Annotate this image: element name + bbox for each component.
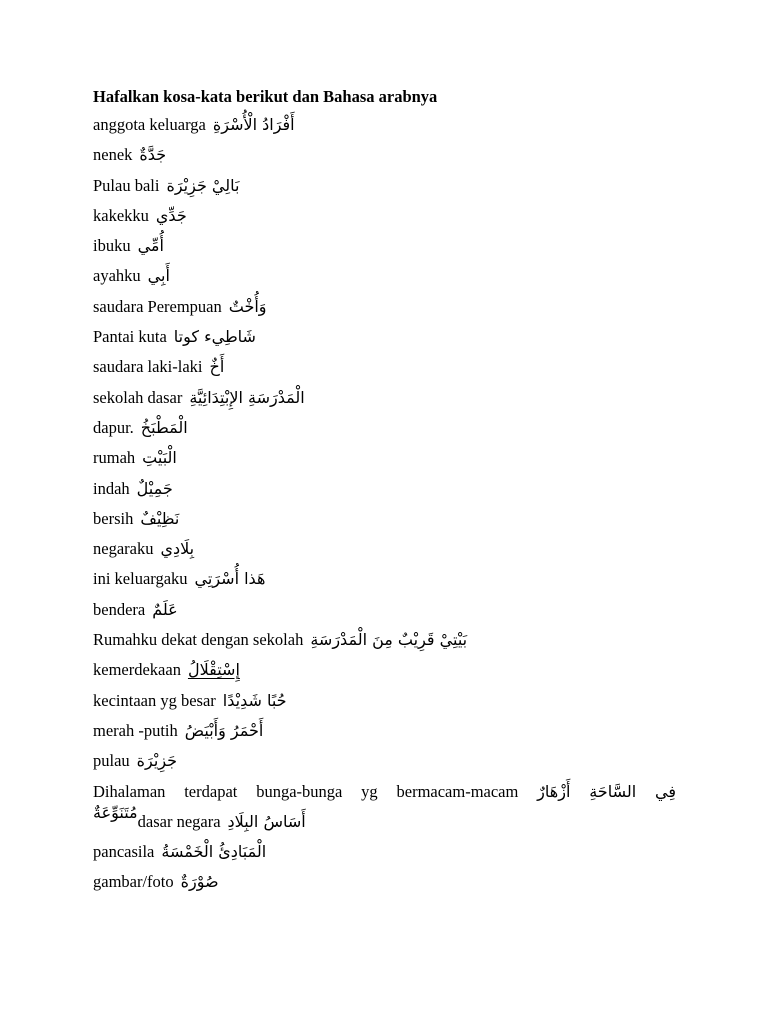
vocabulary-entry — [93, 746, 676, 776]
entry-term: pancasila — [93, 841, 155, 861]
entry-term: kemerdekaan — [93, 660, 181, 680]
entry-term: Pulau bali — [93, 175, 160, 195]
long-entry-arabic-word: فِي — [654, 781, 676, 801]
vocabulary-entry — [93, 110, 676, 140]
entry-term: merah -putih — [93, 720, 178, 740]
long-entry-line-1 — [93, 781, 676, 803]
vocabulary-entry — [93, 322, 676, 352]
entry-arabic: جَزِيْرَة — [136, 751, 178, 771]
entry-arabic: إِسْتِقْلَالُ — [187, 660, 240, 680]
vocabulary-entry — [93, 261, 676, 291]
entry-arabic: بِلَادِي — [160, 539, 195, 559]
vocabulary-entry — [93, 686, 676, 716]
long-entry-word: bermacam-macam — [396, 781, 519, 801]
vocabulary-entry — [93, 867, 676, 897]
entry-arabic: حُبًا شَدِيْدًا — [222, 690, 287, 710]
entry-arabic: هَذا أُسْرَتِي — [194, 569, 266, 589]
entry-arabic: الْمَبَادِئُ الْخَمْسَةُ — [161, 841, 267, 861]
document-page — [93, 86, 676, 897]
long-entry-arabic-word: أَزْهَارٌ — [537, 781, 571, 801]
page-title: Hafalkan kosa-kata berikut dan Bahasa arabnya — [93, 87, 438, 106]
vocabulary-list — [93, 110, 676, 777]
entry-arabic: أَحْمَرُ وَأَبْيَضُ — [184, 720, 264, 740]
entry-arabic: أَبِي — [147, 266, 170, 286]
entry-term: bersih — [93, 508, 134, 528]
vocabulary-entry — [93, 171, 676, 201]
entry-arabic: جَدَّةٌ — [139, 145, 167, 165]
entry-term: pulau — [93, 751, 130, 771]
entry-term: saudara laki-laki — [93, 357, 203, 377]
entry-term: dapur. — [93, 417, 134, 437]
entry-term: nenek — [93, 145, 133, 165]
entry-term: kakekku — [93, 205, 149, 225]
entry-term: anggota keluarga — [93, 115, 206, 134]
entry-term: Rumahku dekat dengan sekolah — [93, 630, 304, 650]
vocabulary-entry — [93, 837, 676, 867]
vocabulary-entry — [93, 716, 676, 746]
entry-term: kecintaan yg besar — [93, 690, 216, 710]
entry-term: ayahku — [93, 266, 141, 286]
entry-arabic: الْمَطْبَخُ — [140, 417, 188, 437]
long-entry-word: Dihalaman — [93, 781, 166, 801]
entry-term: ibuku — [93, 236, 131, 256]
vocabulary-entry — [93, 443, 676, 473]
long-entry-word: bunga-bunga — [256, 781, 343, 801]
vocabulary-entry — [93, 413, 676, 443]
entry-arabic: أَخٌ — [209, 357, 225, 377]
entry-arabic: بَيْتِيْ قَرِيْبٌ مِنَ الْمَدْرَسَةِ — [310, 630, 468, 650]
entry-arabic: وَأُخْتٌ — [228, 296, 267, 316]
vocabulary-entry — [93, 595, 676, 625]
vocabulary-list-continued — [93, 807, 676, 898]
vocabulary-entry — [93, 383, 676, 413]
long-entry-arabic-word: السَّاحَةِ — [589, 781, 637, 801]
vocabulary-entry — [93, 655, 676, 685]
entry-term: saudara Perempuan — [93, 296, 222, 316]
entry-arabic: أُمِّي — [137, 236, 164, 256]
entry-arabic: شَاطِيء كوتا — [173, 327, 256, 347]
entry-arabic: صُوْرَةٌ — [180, 872, 219, 892]
vocabulary-entry — [93, 231, 676, 261]
vocabulary-entry — [93, 474, 676, 504]
entry-term: bendera — [93, 599, 146, 619]
entry-arabic: أَسَاسُ البِلَادِ — [227, 811, 306, 831]
long-entry-word: terdapat — [184, 781, 238, 801]
entry-term: gambar/foto — [93, 872, 174, 892]
entry-term: sekolah dasar — [93, 387, 183, 407]
entry-term: indah — [93, 478, 130, 498]
vocabulary-entry — [93, 625, 676, 655]
entry-term: ini keluargaku — [93, 569, 188, 589]
vocabulary-entry — [93, 352, 676, 382]
entry-arabic: نَظِيْفٌ — [140, 508, 180, 528]
entry-term: dasar negara — [137, 811, 221, 831]
vocabulary-entry — [93, 292, 676, 322]
entry-term: Pantai kuta — [93, 327, 167, 347]
entry-term: negaraku — [93, 539, 154, 559]
entry-term: rumah — [93, 448, 136, 468]
vocabulary-entry — [93, 807, 676, 837]
entry-arabic: جَدِّي — [155, 205, 187, 225]
long-entry-arabic-continuation: مُتَنَوِّعَةٌ — [93, 802, 138, 822]
entry-arabic: أَفْرَادُ الْأُسْرَةِ — [212, 115, 295, 134]
vocabulary-entry — [93, 201, 676, 231]
entry-arabic: جَمِيْلٌ — [136, 478, 173, 498]
vocabulary-entry — [93, 504, 676, 534]
entry-arabic: بَالِيْ جَزِيْرَة — [166, 175, 240, 195]
entry-arabic: الْبَيْتِ — [142, 448, 177, 468]
entry-arabic: الْمَدْرَسَةِ الإِبْتِدَائِيَّةِ — [189, 387, 305, 407]
long-entry-word: yg — [361, 781, 378, 801]
vocabulary-entry — [93, 140, 676, 170]
entry-arabic: عَلَمٌ — [152, 599, 178, 619]
vocabulary-entry — [93, 534, 676, 564]
vocabulary-entry — [93, 564, 676, 594]
